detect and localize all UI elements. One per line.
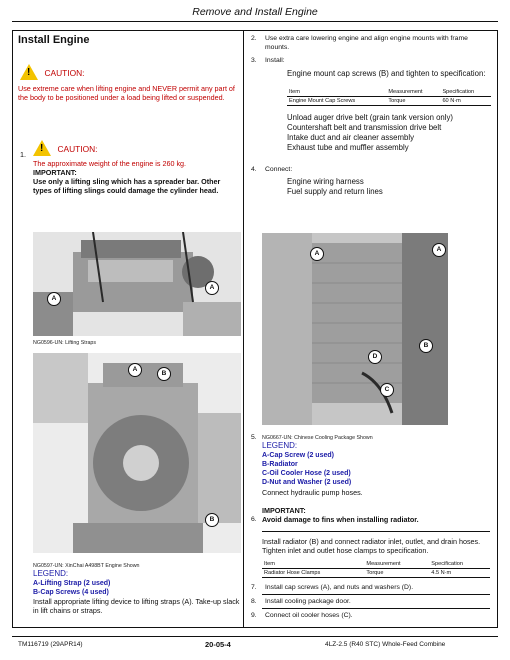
connect-list-item: Fuel supply and return lines xyxy=(287,187,383,196)
divider xyxy=(262,608,490,609)
callout-a: A xyxy=(205,281,219,295)
step-number: 3. xyxy=(251,57,257,64)
legend-item: B-Cap Screws (4 used) xyxy=(33,589,109,596)
spec-cell: Radiator Hose Clamps xyxy=(262,569,364,578)
step-number: 9. xyxy=(251,612,257,619)
spec-header: Measurement xyxy=(386,88,440,97)
caution-block xyxy=(20,64,84,85)
step3-item1: Engine mount cap screws (B) and tighten to specification: xyxy=(287,69,486,78)
step-number: 8. xyxy=(251,598,257,605)
spec-header: Item xyxy=(287,88,386,97)
legend-item: A-Cap Screw (2 used) xyxy=(262,452,334,459)
step1-caution xyxy=(33,140,97,161)
callout-b: B xyxy=(205,513,219,527)
spec-cell: 4.5 N·m xyxy=(429,569,490,578)
spec-table-radiator xyxy=(262,560,490,578)
caution-label: CAUTION: xyxy=(44,68,85,78)
step3-label: Install: xyxy=(265,57,285,64)
figure-caption: NG0667-UN: Chinese Cooling Package Shown xyxy=(262,435,373,441)
figure-caption: NG0597-UN: XinChai A498BT Engine Shown xyxy=(33,563,140,569)
callout-b: B xyxy=(157,367,171,381)
step-number: 4. xyxy=(251,166,257,173)
spec-cell: Engine Mount Cap Screws xyxy=(287,97,386,106)
footer-product: 4LZ-2.5 (R40 STC) Whole-Feed Combine xyxy=(325,641,446,648)
lifting-device-text: Install appropriate lifting device to lifting straps (A). Take-up slack in lift chains or straps. xyxy=(33,597,240,615)
callout-a: A xyxy=(128,363,142,377)
warning-icon: ! xyxy=(20,64,38,80)
step6-important-label: IMPORTANT: xyxy=(262,506,306,515)
page-header-title: Remove and Install Engine xyxy=(192,6,318,18)
step-text: Install cap screws (A), and nuts and washers (D). xyxy=(265,584,414,591)
legend-item: D-Nut and Washer (2 used) xyxy=(262,479,352,486)
caution-text: Use extreme care when lifting engine and NEVER permit any part of the body to be positioned under a load being lifted or suspended. xyxy=(18,84,235,102)
step-number: 5. xyxy=(251,434,257,441)
step1-number: 1. xyxy=(20,150,26,159)
legend-title: LEGEND: xyxy=(262,441,298,450)
cooling-package-figure xyxy=(262,233,448,425)
step1-important-text: Use only a lifting sling which has a spreader bar. Other types of lifting slings could damage the cylinder head. xyxy=(33,177,221,195)
connect-hydraulic-text: Connect hydraulic pump hoses. xyxy=(262,488,363,497)
legend-title: LEGEND: xyxy=(33,569,69,578)
legend-item: A-Lifting Strap (2 used) xyxy=(33,580,111,587)
step1-caution-label: CAUTION: xyxy=(57,144,98,154)
step1-weight-text: The approximate weight of the engine is 260 kg. xyxy=(33,159,187,168)
callout-c: C xyxy=(380,383,394,397)
warning-icon: ! xyxy=(33,140,51,156)
spec-header: Specification xyxy=(429,560,490,569)
install-list-item: Countershaft belt and transmission drive belt xyxy=(287,123,442,132)
spec-cell: 60 N·m xyxy=(440,97,491,106)
column-divider xyxy=(243,30,244,628)
step2-text: Use extra care lowering engine and align engine mounts with frame mounts. xyxy=(265,35,468,51)
spec-cell: Torque xyxy=(364,569,429,578)
cooling-package-illustration xyxy=(262,233,448,425)
step-number: 2. xyxy=(251,35,257,42)
divider xyxy=(262,594,490,595)
install-list-item: Intake duct and air cleaner assembly xyxy=(287,133,414,142)
step4-label: Connect: xyxy=(265,166,293,173)
spec-header: Specification xyxy=(440,88,491,97)
lifting-straps-figure xyxy=(33,232,241,336)
spec-header: Measurement xyxy=(364,560,429,569)
legend-item: C-Oil Cooler Hose (2 used) xyxy=(262,470,351,477)
install-list-item: Exhaust tube and muffler assembly xyxy=(287,143,409,152)
radiator-text: Install radiator (B) and connect radiator inlet, outlet, and drain hoses. Tighten inlet and outlet hose clamps to specification. xyxy=(262,537,481,555)
callout-a: A xyxy=(432,243,446,257)
step-text: Install cooling package door. xyxy=(265,598,351,605)
header-rule xyxy=(12,21,498,22)
step-number: 6. xyxy=(251,516,257,523)
footer-page-number: 20-05-4 xyxy=(205,640,231,649)
step-text: Connect oil cooler hoses (C). xyxy=(265,612,353,619)
connect-list-item: Engine wiring harness xyxy=(287,177,364,186)
spec-cell: Torque xyxy=(386,97,440,106)
step1-important-label: IMPORTANT: xyxy=(33,168,77,177)
footer-rule xyxy=(12,636,498,637)
figure-caption: NG0596-UN: Lifting Straps xyxy=(33,340,97,346)
legend-item: B-Radiator xyxy=(262,461,298,468)
install-list-item: Unload auger drive belt (grain tank version only) xyxy=(287,113,453,122)
callout-b: B xyxy=(419,339,433,353)
divider xyxy=(262,531,490,532)
step6-text: Avoid damage to fins when installing radiator. xyxy=(262,515,419,524)
step-number: 7. xyxy=(251,584,257,591)
callout-a: A xyxy=(310,247,324,261)
spec-table-engine-mount xyxy=(287,88,491,106)
spec-header: Item xyxy=(262,560,364,569)
footer-doc-id: TM116719 (29APR14) xyxy=(18,641,83,648)
section-title: Install Engine xyxy=(18,34,90,46)
engine-shown-figure xyxy=(33,353,241,553)
callout-a: A xyxy=(47,292,61,306)
callout-d: D xyxy=(368,350,382,364)
